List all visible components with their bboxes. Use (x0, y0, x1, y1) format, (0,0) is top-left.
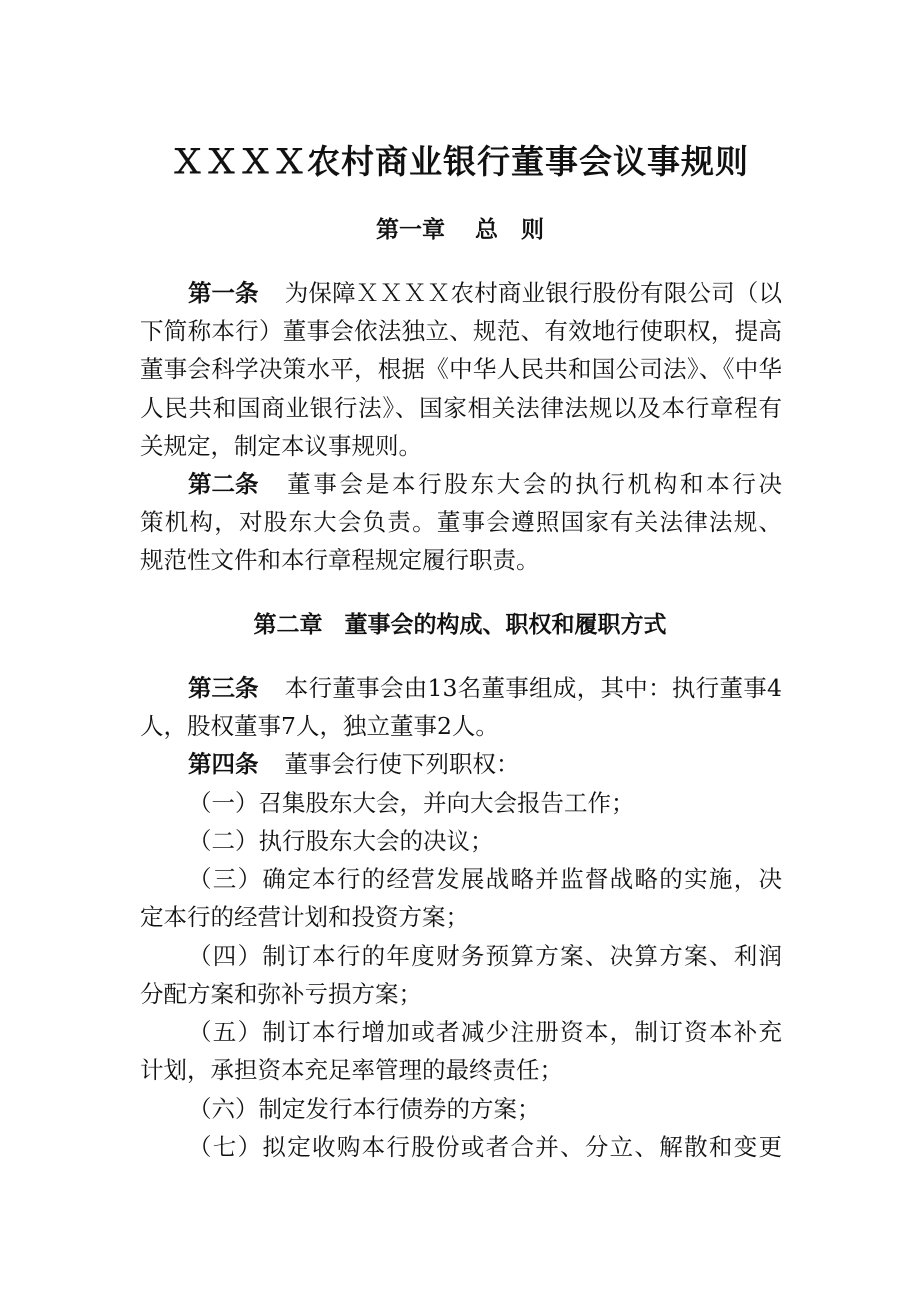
article-label: 第二条 (188, 470, 259, 498)
article-4-line-1 (188, 746, 782, 782)
article-label: 第三条 (188, 674, 259, 702)
article-text: 为保障ＸＸＸＸ农村商业银行股份有限公司（以 (284, 279, 782, 307)
article-1-line-3: 董事会科学决策水平，根据《中华人民共和国公司法》、《中华 (140, 355, 782, 383)
article-4-item-4-cont: 分配方案和弥补亏损方案； (140, 980, 422, 1008)
article-4-item-3: （三）确定本行的经营发展战略并监督战略的实施，决 (188, 865, 782, 893)
article-4-item-2: （二）执行股东大会的决议； (188, 827, 494, 855)
article-3-line-1 (188, 670, 782, 706)
article-4-item-3-cont: 定本行的经营计划和投资方案； (140, 903, 469, 931)
article-4-item-7: （七）拟定收购本行股份或者合并、分立、解散和变更 (188, 1133, 782, 1161)
article-4-item-5: （五）制订本行增加或者减少注册资本，制订资本补充 (188, 1018, 782, 1046)
chapter-name: 总 则 (475, 217, 544, 243)
article-text: 董事会行使下列职权： (284, 750, 520, 778)
article-4-item-1: （一）召集股东大会，并向大会报告工作； (188, 789, 635, 817)
article-1-line-5: 关规定，制定本议事规则。 (140, 432, 422, 460)
article-2-line-3: 规范性文件和本行章程规定履行职责。 (140, 546, 540, 574)
chapter-number: 第二章 (253, 612, 323, 638)
article-label: 第四条 (188, 750, 259, 778)
document-title: ＸＸＸＸ农村商业银行董事会议事规则 (171, 142, 749, 181)
article-3-line-2: 人，股权董事7人，独立董事2人。 (140, 712, 499, 740)
chapter-heading-2 (0, 607, 920, 643)
chapter-heading-1 (0, 212, 920, 248)
article-text: 董事会是本行股东大会的执行机构和本行决 (284, 470, 782, 498)
article-2-line-1 (188, 466, 782, 502)
article-4-item-5-cont: 计划，承担资本充足率管理的最终责任； (140, 1056, 563, 1084)
article-4-item-4: （四）制订本行的年度财务预算方案、决算方案、利润 (188, 942, 782, 970)
article-1-line-2: 下简称本行）董事会依法独立、规范、有效地行使职权，提高 (140, 317, 782, 345)
article-1-line-1 (188, 275, 782, 311)
article-text: 本行董事会由13名董事组成，其中：执行董事4 (284, 674, 782, 702)
article-label: 第一条 (188, 279, 259, 307)
chapter-number: 第一章 (376, 217, 445, 243)
article-4-item-6: （六）制定发行本行债券的方案； (188, 1095, 541, 1123)
article-1-line-4: 人民共和国商业银行法》、国家相关法律法规以及本行章程有 (140, 394, 782, 422)
article-2-line-2: 策机构，对股东大会负责。董事会遵照国家有关法律法规、 (140, 508, 782, 536)
chapter-name: 董事会的构成、职权和履职方式 (344, 612, 667, 638)
